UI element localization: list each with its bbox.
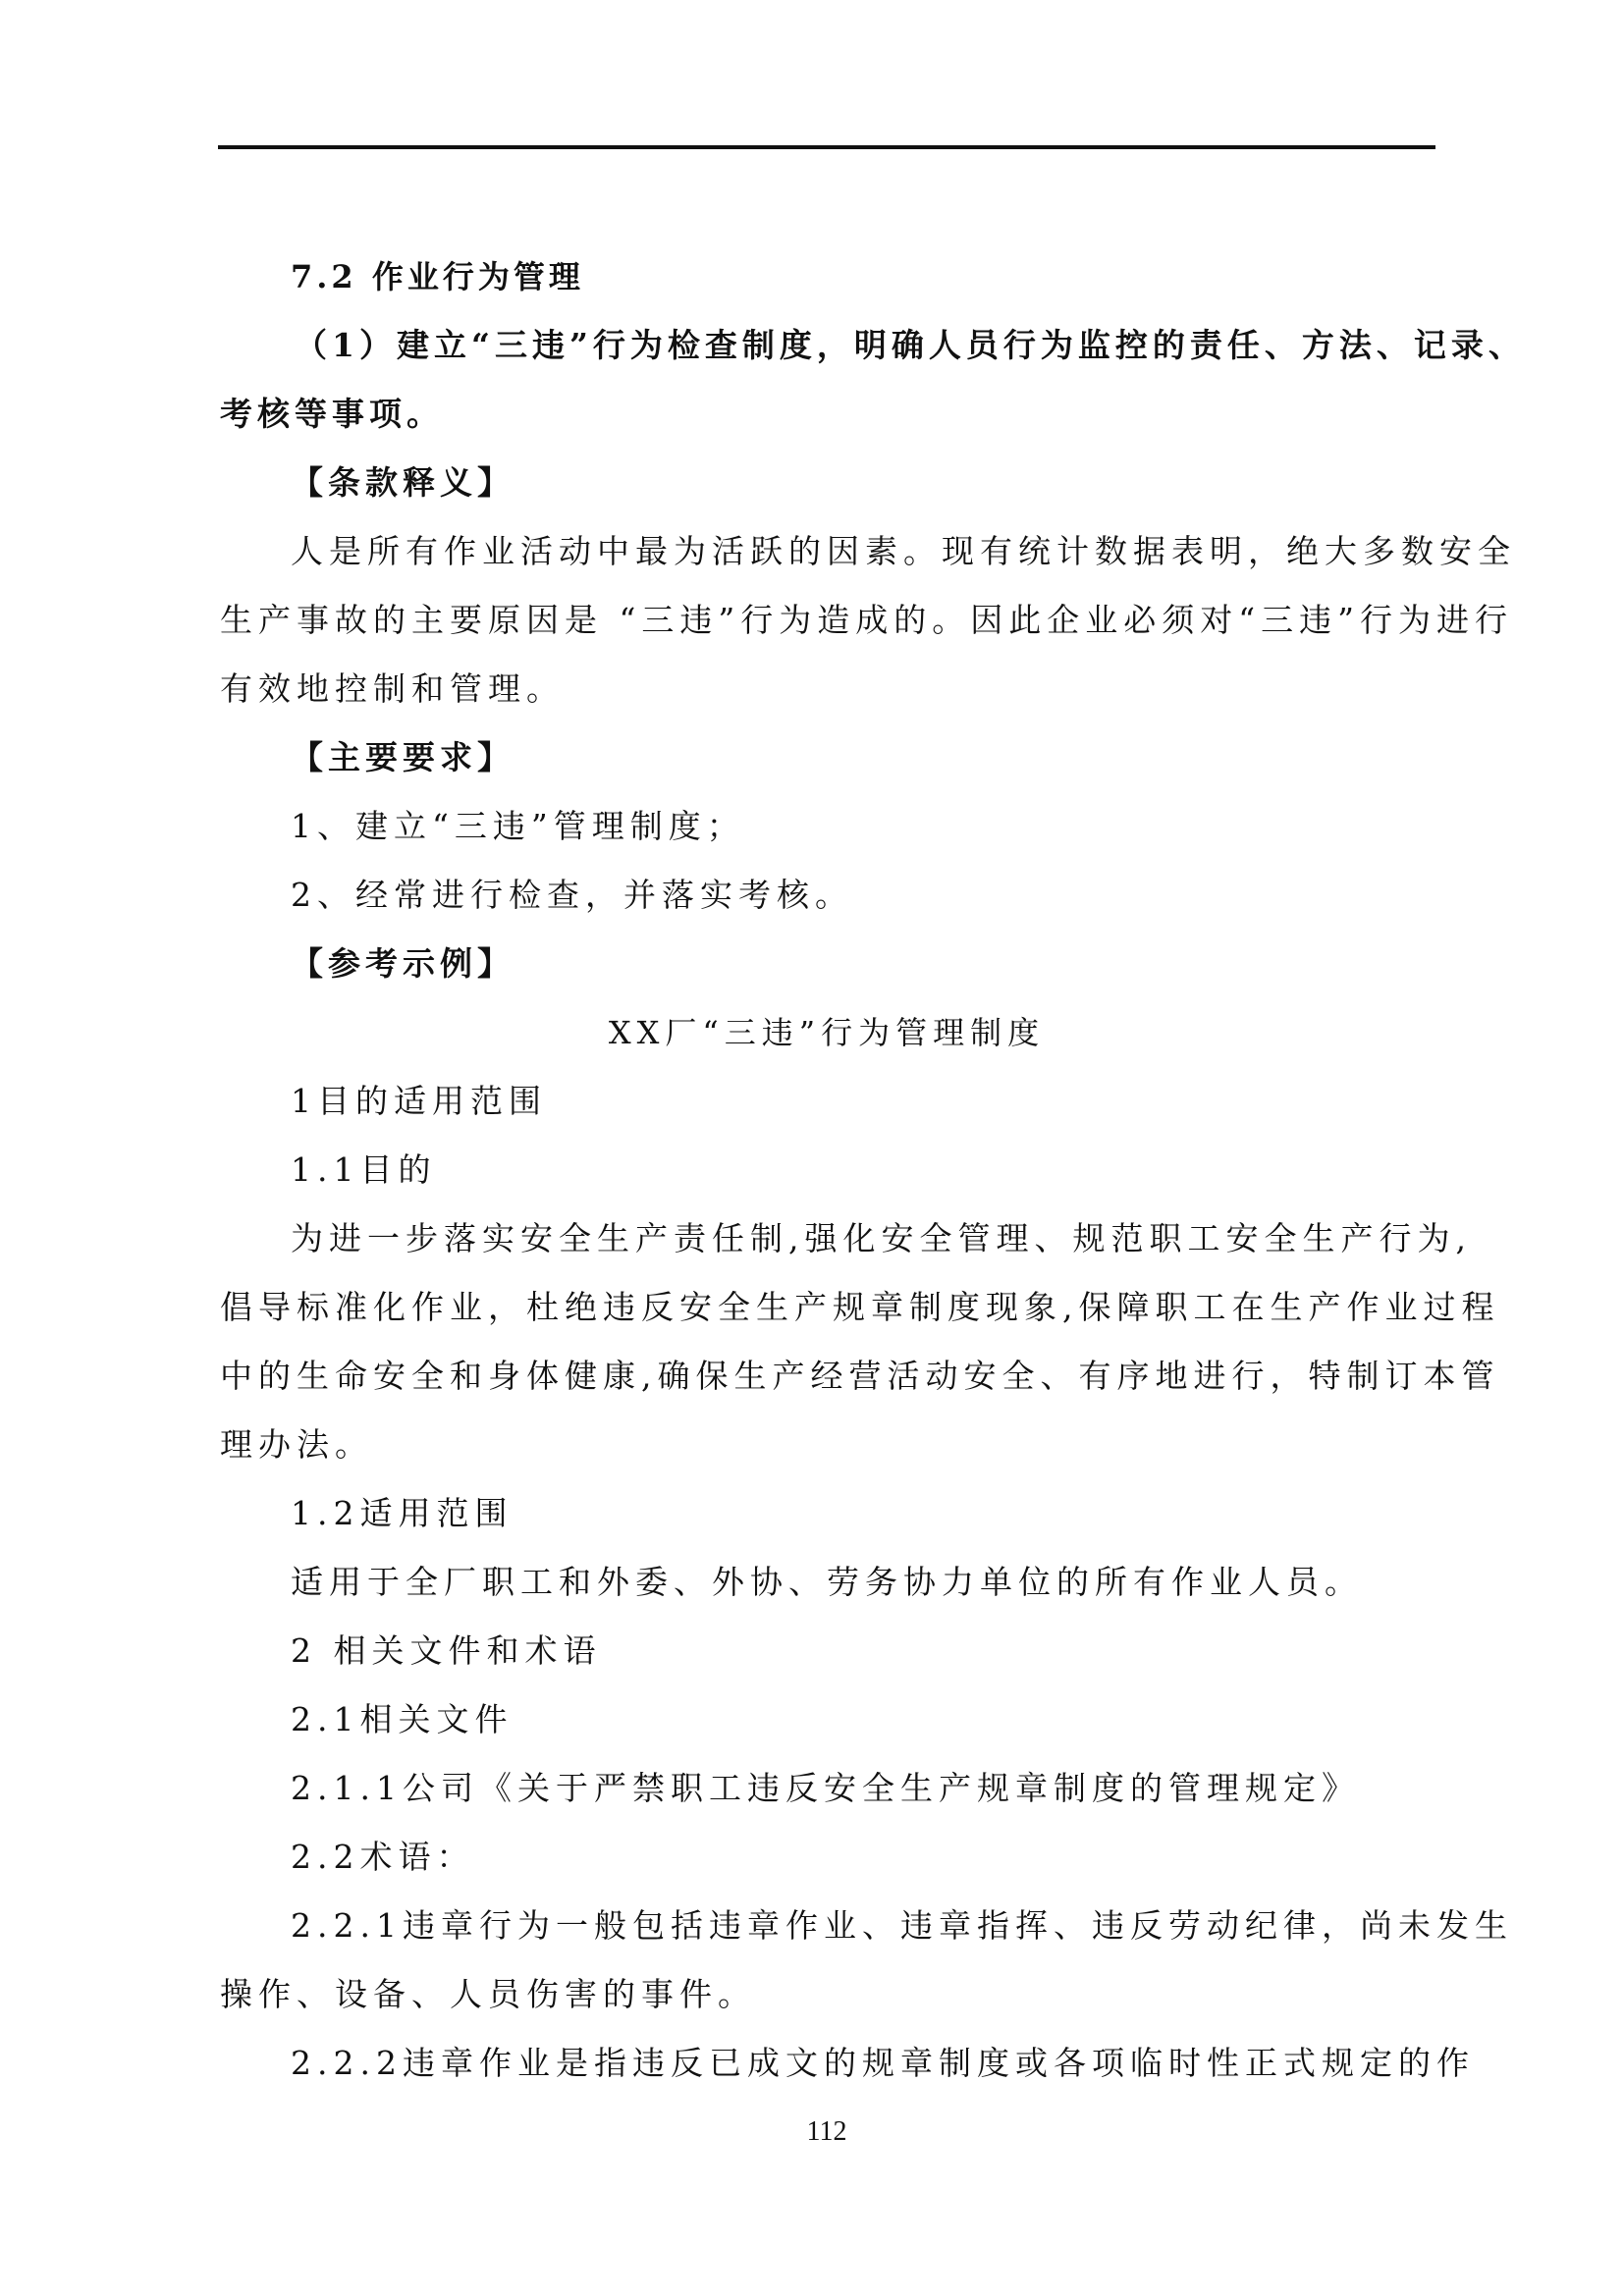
section-heading: 7.2 作业行为管理 — [291, 258, 584, 295]
clause-line-2: 考核等事项。 — [220, 395, 444, 433]
section-1-1-heading: 1.1目的 — [291, 1150, 437, 1189]
section-2-1-heading: 2.1相关文件 — [291, 1700, 514, 1738]
example-heading: 【参考示例】 — [291, 944, 514, 983]
header-rule — [218, 145, 1435, 149]
section-2-2-2-line-1: 2.2.2违章作业是指违反已成文的规章制度或各项临时性正式规定的作 — [291, 2044, 1475, 2082]
document-title: XX厂“三违”行为管理制度 — [608, 1014, 1046, 1051]
interpretation-heading: 【条款释义】 — [291, 463, 514, 502]
purpose-line-2: 倡导标准化作业，杜绝违反安全生产规章制度现象,保障职工在生产作业过程 — [220, 1288, 1500, 1326]
requirement-item-2: 2、经常进行检查，并落实考核。 — [291, 876, 853, 914]
purpose-line-3: 中的生命安全和身体健康,确保生产经营活动安全、有序地进行，特制订本管 — [220, 1357, 1500, 1395]
requirements-heading: 【主要要求】 — [291, 738, 514, 776]
section-2-1-1-text: 2.1.1公司《关于严禁职工违反安全生产规章制度的管理规定》 — [291, 1769, 1360, 1807]
scope-text: 适用于全厂职工和外委、外协、劳务协力单位的所有作业人员。 — [291, 1563, 1363, 1601]
requirement-item-1: 1、建立“三违”管理制度； — [291, 807, 745, 845]
purpose-line-1: 为进一步落实安全生产责任制,强化安全管理、规范职工安全生产行为, — [291, 1219, 1472, 1257]
page-number: 112 — [806, 2116, 847, 2147]
interpretation-line-1: 人是所有作业活动中最为活跃的因素。现有统计数据表明，绝大多数安全 — [291, 532, 1516, 570]
interpretation-line-3: 有效地控制和管理。 — [220, 669, 565, 708]
section-2-2-1-line-2: 操作、设备、人员伤害的事件。 — [220, 1975, 756, 2013]
section-2-2-1-line-1: 2.2.1违章行为一般包括违章作业、违章指挥、违反劳动纪律，尚未发生 — [291, 1906, 1513, 1945]
clause-line-1: （1）建立“三违”行为检查制度，明确人员行为监控的责任、方法、记录、 — [295, 326, 1526, 364]
interpretation-line-2: 生产事故的主要原因是 “三违”行为造成的。因此企业必须对“三违”行为进行 — [220, 601, 1513, 639]
section-2-2-heading: 2.2术语： — [291, 1838, 475, 1876]
purpose-line-4: 理办法。 — [220, 1425, 373, 1464]
section-1-2-heading: 1.2适用范围 — [291, 1494, 514, 1532]
section-2-heading: 2 相关文件和术语 — [291, 1631, 602, 1670]
section-1-heading: 1目的适用范围 — [291, 1082, 547, 1120]
